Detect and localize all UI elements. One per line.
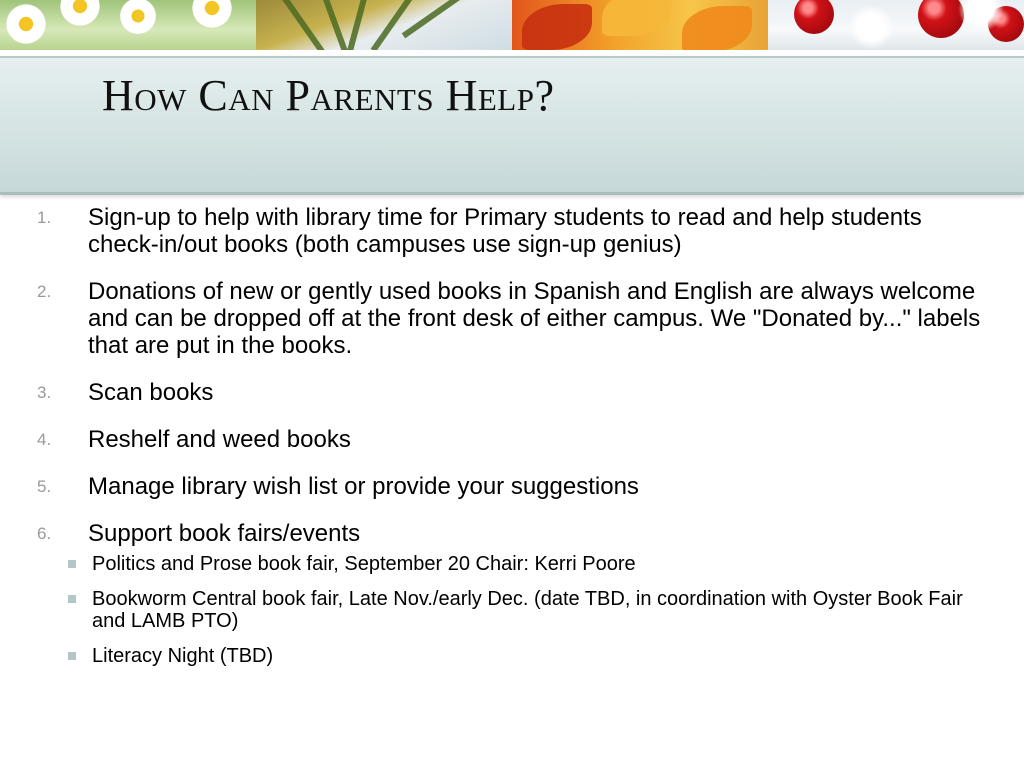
- sub-list-item-text: Bookworm Central book fair, Late Nov./early Dec. (date TBD, in coordination with Oyster Book Fair and LAMB PTO): [92, 588, 963, 632]
- list-item: [0, 473, 1024, 500]
- list-item: [0, 520, 1024, 547]
- square-bullet-icon: [68, 595, 76, 603]
- sub-list-item: [0, 588, 1024, 632]
- square-bullet-icon: [68, 652, 76, 660]
- list-item-text: Donations of new or gently used books in Spanish and English are always welcome and can be dropped off at the front desk of either campus. We "Donated by..." labels that are put in the books.: [88, 278, 981, 359]
- list-item-text: Manage library wish list or provide your suggestions: [88, 473, 639, 500]
- slide-title: How Can Parents Help?: [102, 71, 555, 120]
- summer-palm-image: [256, 0, 512, 50]
- list-item: [0, 379, 1024, 406]
- list-item-text: Reshelf and weed books: [88, 426, 351, 453]
- sub-list-item: [0, 645, 1024, 667]
- list-number: 6.: [37, 524, 52, 543]
- slide-content: [0, 204, 1024, 680]
- sub-list-item: [0, 553, 1024, 575]
- spring-daisies-image: [0, 0, 256, 50]
- autumn-leaves-image: [512, 0, 768, 50]
- list-number: 2.: [37, 282, 52, 301]
- numbered-list: [0, 204, 1024, 547]
- list-item: [0, 426, 1024, 453]
- list-number: 4.: [37, 430, 52, 449]
- list-item: [0, 278, 1024, 359]
- events-sublist: [0, 553, 1024, 667]
- list-number: 1.: [37, 208, 52, 227]
- list-item: [0, 204, 1024, 258]
- list-item-text: Support book fairs/events: [88, 520, 361, 547]
- seasonal-banner: [0, 0, 1024, 50]
- list-item-text: Scan books: [88, 379, 214, 406]
- list-number: 5.: [37, 477, 52, 496]
- list-number: 3.: [37, 383, 52, 402]
- square-bullet-icon: [68, 560, 76, 568]
- list-item-text: Sign-up to help with library time for Primary students to read and help students check-in/out books (both campuses use sign-up genius): [88, 204, 922, 258]
- sub-list-item-text: Politics and Prose book fair, September 20 Chair: Kerri Poore: [92, 553, 636, 575]
- winter-berries-image: [768, 0, 1024, 50]
- sub-list-item-text: Literacy Night (TBD): [92, 645, 274, 667]
